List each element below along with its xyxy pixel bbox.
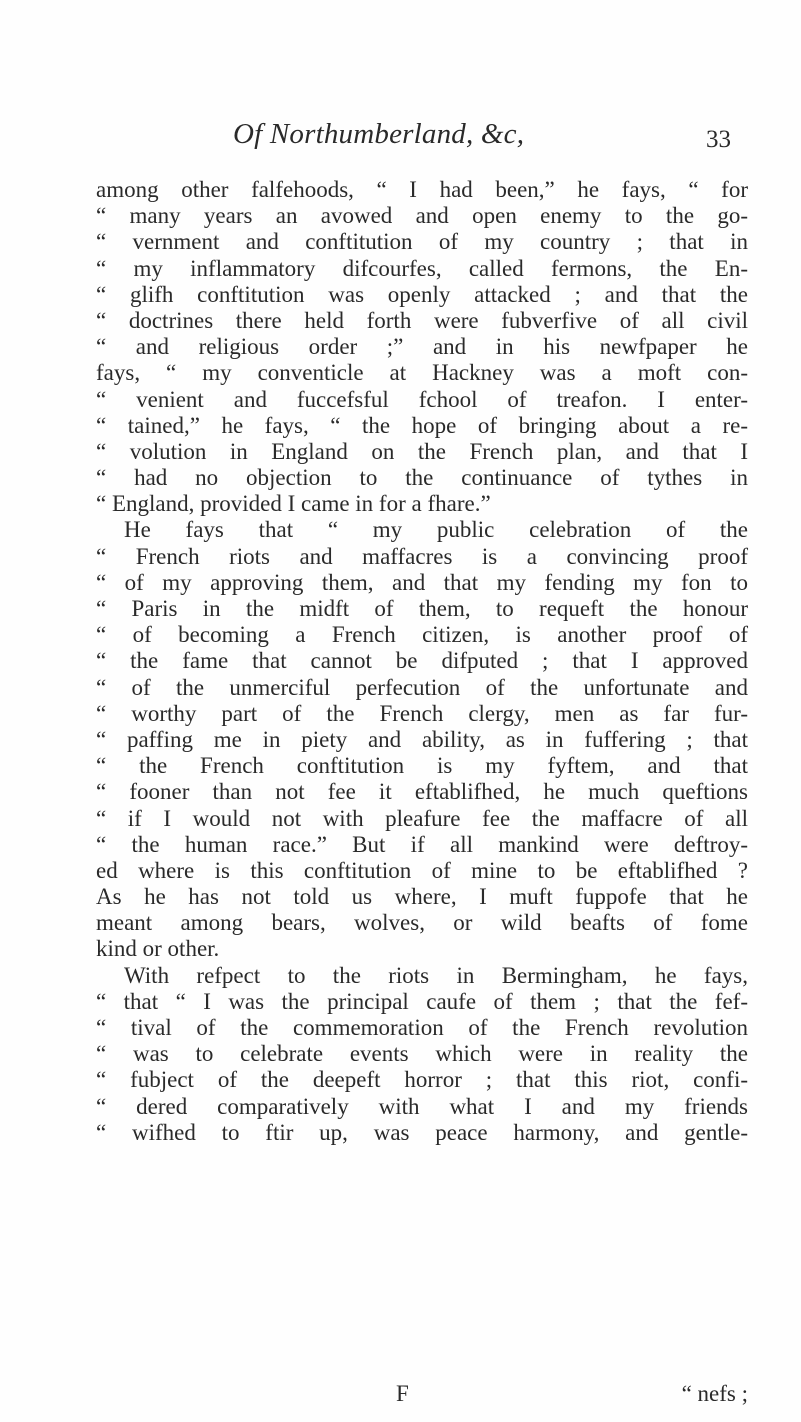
- text-line: meant among bears, wolves, or wild beafts of fome: [96, 910, 748, 936]
- text-line: “ and religious order ;” and in his newfpaper he: [96, 334, 748, 360]
- catchword: “ nefs ;: [681, 1381, 748, 1406]
- running-head: [0, 118, 801, 158]
- text-line: “ if I would not with pleafure fee the maffacre of all: [96, 805, 748, 831]
- text-line: “ tival of the commemoration of the French revolution: [96, 1015, 748, 1040]
- text-line: “ Paris in the midft of them, to requeft the honour: [96, 596, 748, 621]
- text-line: “ the human race.” But if all mankind were deftroy-: [96, 831, 748, 857]
- text-line: “ had no objection to the continuance of tythes in: [96, 465, 748, 491]
- text-line: “ worthy part of the French clergy, men as far fur-: [96, 700, 748, 726]
- text-line: “ of the unmerciful perfecution of the unfortunate and: [96, 674, 748, 700]
- text-line: “ dered comparatively with what I and my friends: [96, 1093, 748, 1119]
- text-line: “ paffing me in piety and ability, as in fuffering ; that: [96, 726, 748, 752]
- text-line: “ of becoming a French citizen, is another proof of: [96, 622, 748, 648]
- text-line: “ my inflammatory difcourfes, called fermons, the En-: [96, 255, 748, 281]
- paragraph-start-line: He fays that “ my public celebration of the: [124, 517, 748, 543]
- text-line: “ vernment and conftitution of my country ; that in: [96, 229, 748, 255]
- text-line: fays, “ my conventicle at Hackney was a moft con-: [96, 360, 748, 386]
- body-text: [96, 177, 748, 1146]
- text-line: “ French riots and maffacres is a convincing proof: [96, 543, 748, 569]
- signature-mark: F: [396, 1381, 409, 1406]
- page-number: 33: [706, 126, 731, 153]
- text-line: “ wifhed to ftir up, was peace harmony, and gentle-: [96, 1119, 748, 1145]
- text-line: “ the fame that cannot be difputed ; that I approved: [96, 648, 748, 674]
- text-line: “ of my approving them, and that my fending my fon to: [96, 569, 748, 595]
- text-line: “ venient and fuccefsful fchool of treafon. I enter-: [96, 386, 748, 412]
- text-line: “ volution in England on the French plan, and that I: [96, 438, 748, 464]
- text-line: “ many years an avowed and open enemy to the go-: [96, 203, 748, 229]
- page-footer: [96, 1381, 748, 1409]
- text-line: “ was to celebrate events which were in reality the: [96, 1041, 748, 1067]
- text-line: “ fubject of the deepeft horror ; that this riot, confi-: [96, 1067, 748, 1093]
- text-line: “ fooner than not fee it eftablifhed, he much queftions: [96, 779, 748, 805]
- text-line: “ doctrines there held forth were fubverfive of all civil: [96, 307, 748, 333]
- text-line: “ the French conftitution is my fyftem, and that: [96, 753, 748, 779]
- text-line: “ tained,” he fays, “ the hope of bringing about a re-: [96, 412, 748, 438]
- text-line: ed where is this conftitution of mine to be eftablifhed ?: [96, 857, 748, 883]
- paragraph-start-line: With refpect to the riots in Bermingham, he fays,: [124, 962, 748, 988]
- text-line: As he has not told us where, I muft fuppofe that he: [96, 884, 748, 910]
- text-line: kind or other.: [96, 936, 220, 962]
- running-title: Of Northumberland, &c,: [233, 118, 525, 150]
- text-line: “ that “ I was the principal caufe of them ; that the fef-: [96, 988, 748, 1014]
- text-line: among other falfehoods, “ I had been,” he fays, “ for: [96, 177, 748, 202]
- text-line: “ glifh conftitution was openly attacked ; and that the: [96, 281, 748, 307]
- text-line: “ England, provided I came in for a fhare.”: [96, 491, 491, 517]
